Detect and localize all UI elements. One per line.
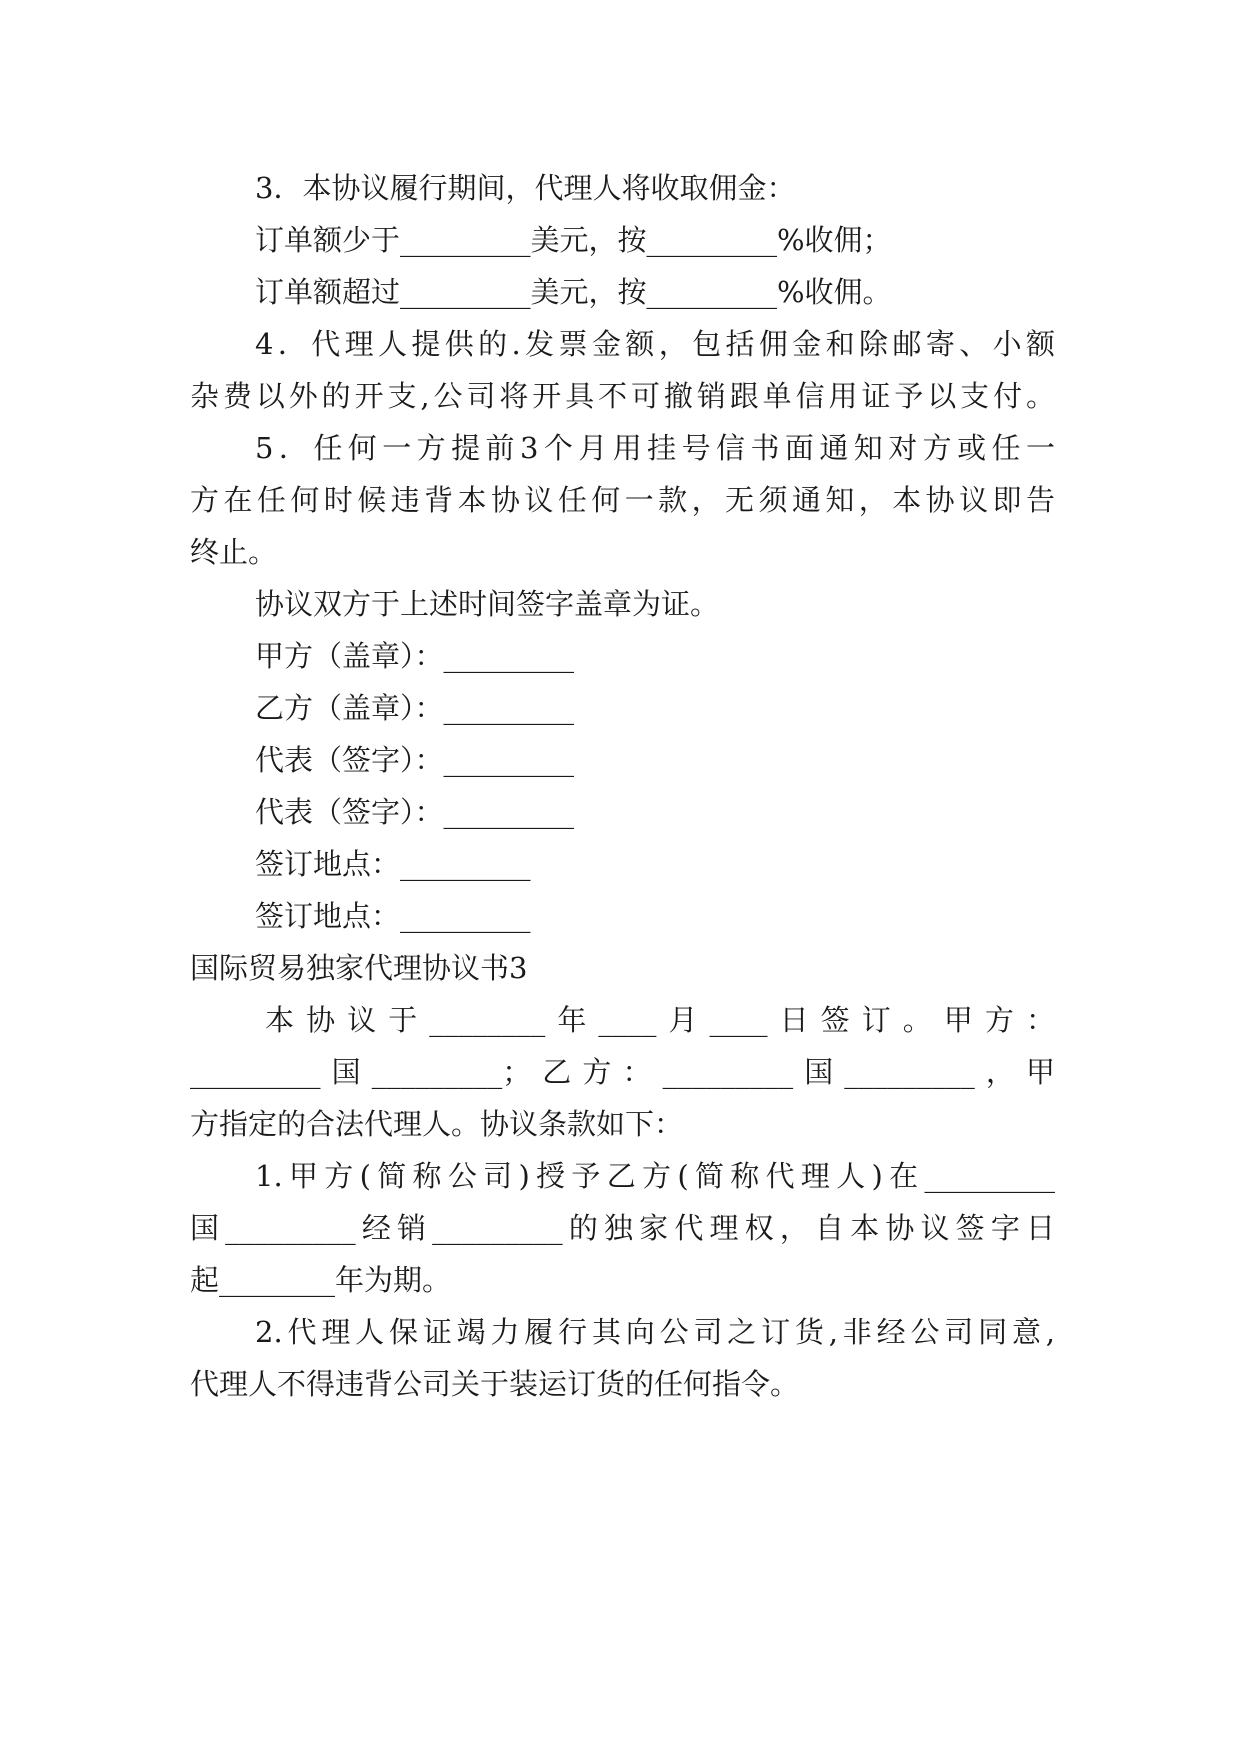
signing-place-line-1: 签订地点：_________ <box>255 847 531 881</box>
intro-line-3: 方指定的合法代理人。协议条款如下： <box>190 1107 684 1141</box>
intro-line-1: 本协议于________年____月____日签订。甲方： <box>265 1003 1055 1037</box>
clause-2-line-2: 代理人不得违背公司关于装运订货的任何指令。 <box>190 1367 800 1401</box>
signing-place-line-2: 签订地点：_________ <box>255 899 531 933</box>
clause-1-line-3: 起________年为期。 <box>190 1263 452 1297</box>
clause-4-line-1: 4．代理人提供的.发票金额，包括佣金和除邮寄、小额 <box>255 327 1055 361</box>
document-title: 国际贸易独家代理协议书3 <box>190 951 528 985</box>
clause-1-line-1: 1.甲方(简称公司)授予乙方(简称代理人)在_________ <box>255 1159 1055 1193</box>
clause-3-commission: 3．本协议履行期间，代理人将收取佣金： <box>255 171 796 205</box>
clause-5-line-1: 5．任何一方提前3个月用挂号信书面通知对方或任一 <box>255 431 1055 465</box>
commission-below-line: 订单额少于_________美元，按_________%收佣； <box>255 223 892 257</box>
party-b-seal-line: 乙方（盖章）：_________ <box>255 691 575 725</box>
party-a-seal-line: 甲方（盖章）：_________ <box>255 639 575 673</box>
clause-4-line-2: 杂费以外的开支,公司将开具不可撤销跟单信用证予以支付。 <box>190 379 1055 413</box>
representative-sign-line-2: 代表（签字）：_________ <box>255 795 575 829</box>
commission-above-line: 订单额超过_________美元，按_________%收佣。 <box>255 275 892 309</box>
clause-5-line-2: 方在任何时候违背本协议任何一款，无须通知，本协议即告 <box>190 483 1055 517</box>
representative-sign-line-1: 代表（签字）：_________ <box>255 743 575 777</box>
clause-5-line-3: 终止。 <box>190 535 278 569</box>
intro-line-2: _________国_________；乙方：_________国_________，甲 <box>190 1055 1055 1089</box>
witness-statement: 协议双方于上述时间签字盖章为证。 <box>255 587 720 621</box>
clause-2-line-1: 2.代理人保证竭力履行其向公司之订货,非经公司同意, <box>255 1315 1055 1349</box>
clause-1-line-2: 国_________经销_________的独家代理权，自本协议签字日 <box>190 1211 1055 1245</box>
